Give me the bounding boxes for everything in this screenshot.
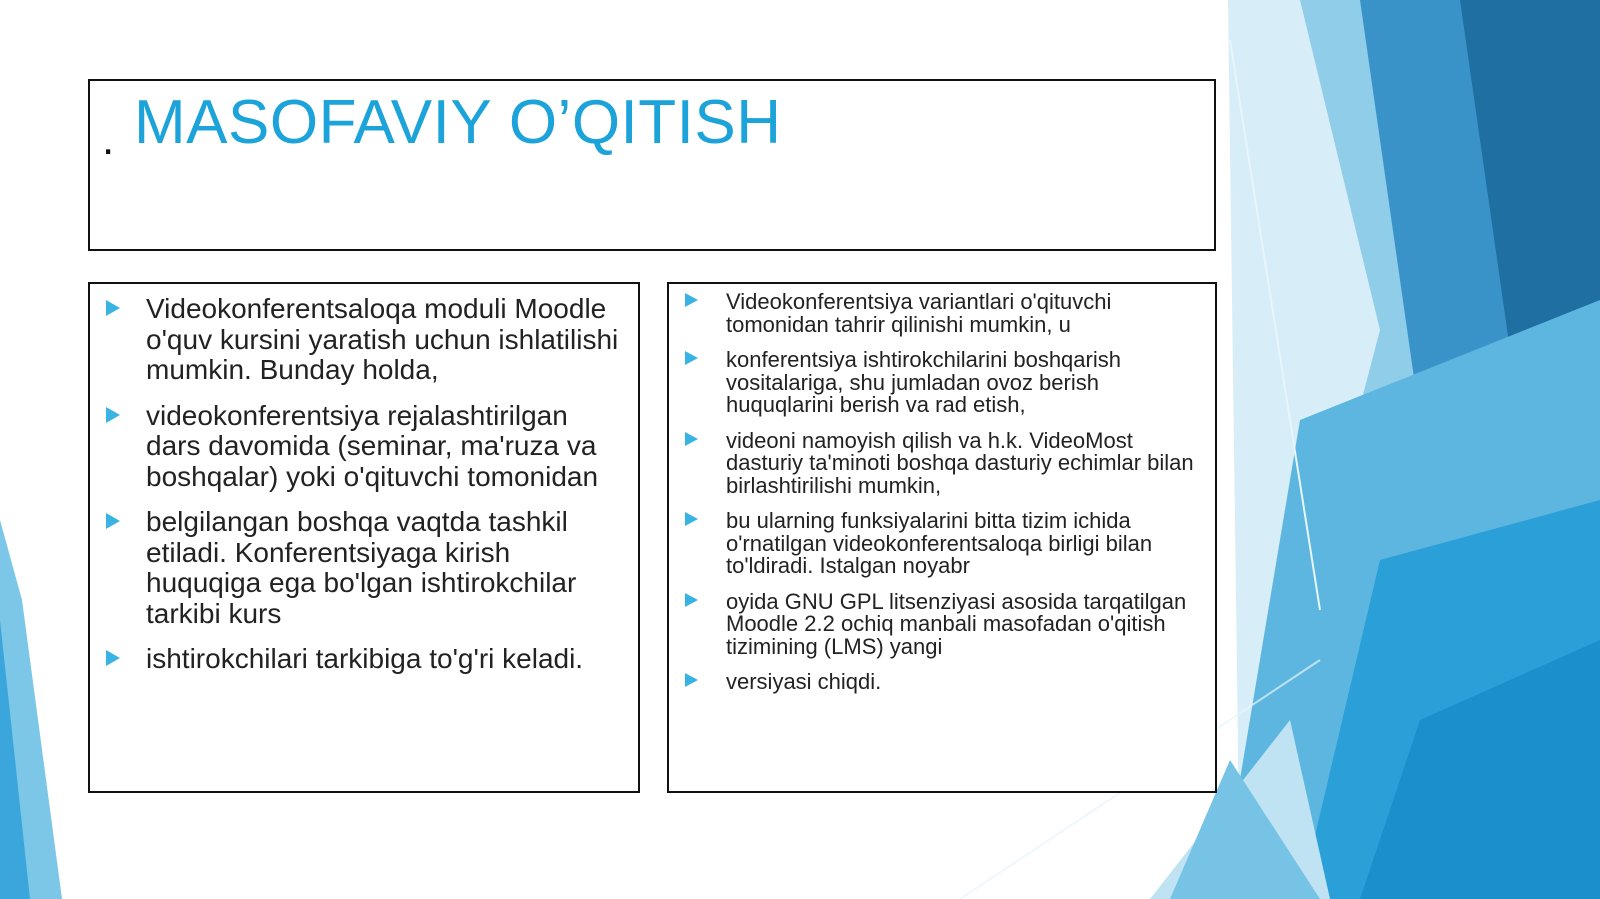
list-item bbox=[104, 644, 624, 675]
bullet-text: oyida GNU GPL litsenziyasi asosida tarqatilgan Moodle 2.2 ochiq manbali masofadan o'qitish tizimining (LMS) yangi bbox=[726, 588, 1187, 659]
list-item bbox=[683, 291, 1201, 336]
right-bullet-list bbox=[669, 284, 1215, 694]
triangle-bullet-icon bbox=[106, 513, 120, 529]
list-item bbox=[683, 349, 1201, 417]
list-item bbox=[683, 588, 1201, 659]
list-item bbox=[683, 510, 1201, 578]
left-content-box bbox=[88, 282, 640, 793]
list-item bbox=[683, 671, 1201, 694]
list-item bbox=[104, 294, 624, 386]
slide-title: MASOFAVIY O’QITISH bbox=[134, 88, 782, 157]
title-box bbox=[88, 79, 1216, 251]
bullet-text: videoni namoyish qilish va h.k. VideoMost dasturiy ta'minoti boshqa dasturiy echimlar bilan birlashtirilishi mumkin, bbox=[726, 427, 1194, 498]
triangle-bullet-icon bbox=[685, 512, 698, 526]
left-bullet-list bbox=[90, 284, 638, 675]
triangle-bullet-icon bbox=[685, 351, 698, 365]
bullet-text: videokonferentsiya rejalashtirilgan dars davomida (seminar, ma'ruza va boshqalar) yoki o'qituvchi tomonidan bbox=[146, 399, 599, 492]
list-item bbox=[683, 427, 1201, 498]
bullet-text: konferentsiya ishtirokchilarini boshqarish vositalariga, shu jumladan ovoz berish huquqlarini berish va rad etish, bbox=[726, 347, 1121, 417]
list-item bbox=[104, 401, 624, 493]
bullet-text: Videokonferentsiya variantlari o'qituvchi tomonidan tahrir qilinishi mumkin, u bbox=[726, 289, 1112, 337]
triangle-bullet-icon bbox=[685, 432, 698, 446]
triangle-bullet-icon bbox=[685, 593, 698, 607]
right-content-box bbox=[667, 282, 1217, 793]
title-prefix: . bbox=[102, 115, 115, 164]
bullet-text: versiyasi chiqdi. bbox=[726, 669, 882, 694]
triangle-bullet-icon bbox=[106, 300, 120, 316]
list-item bbox=[104, 507, 624, 629]
triangle-bullet-icon bbox=[106, 650, 120, 666]
triangle-bullet-icon bbox=[685, 673, 698, 687]
bullet-text: bu ularning funksiyalarini bitta tizim ichida o'rnatilgan videokonferentsaloqa birligi bilan to'ldiradi. Istalgan noyabr bbox=[726, 508, 1153, 578]
triangle-bullet-icon bbox=[106, 407, 120, 423]
bullet-text: Videokonferentsaloqa moduli Moodle o'quv kursini yaratish uchun ishlatilishi mumkin. Bunday holda, bbox=[146, 293, 619, 385]
triangle-bullet-icon bbox=[685, 293, 698, 307]
bullet-text: ishtirokchilari tarkibiga to'g'ri keladi. bbox=[146, 643, 584, 674]
bullet-text: belgilangan boshqa vaqtda tashkil etiladi. Konferentsiyaga kirish huquqiga ega bo'lgan ishtirokchilar tarkibi kurs bbox=[146, 506, 577, 629]
